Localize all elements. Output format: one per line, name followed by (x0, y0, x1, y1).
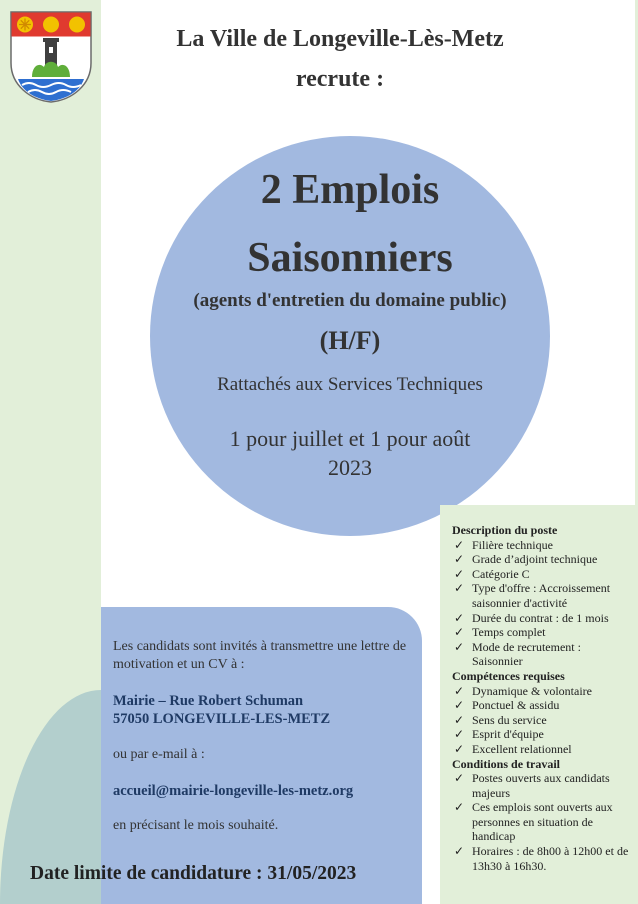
conditions-list (452, 771, 629, 873)
list-item: ✓ Grade d’adjoint technique (454, 552, 598, 567)
list-item: ✓ Durée du contrat : de 1 mois (454, 610, 609, 625)
application-intro: Les candidats sont invités à transmettre une lettre de motivation et un CV à : (113, 639, 407, 672)
check-icon: ✓ (454, 741, 465, 756)
check-icon: ✓ (454, 566, 465, 581)
job-details-panel (440, 505, 635, 904)
check-icon: ✓ (454, 712, 465, 727)
job-subtitle: (agents d'entretien du domaine public) (193, 290, 507, 311)
check-icon: ✓ (454, 581, 465, 596)
list-item: ✓ Filière technique (454, 537, 553, 552)
mailing-address (113, 692, 413, 728)
check-icon: ✓ (454, 625, 465, 640)
list-item: ✓ Ponctuel & assidu (454, 698, 560, 713)
job-period (150, 424, 550, 482)
job-period-line2: 2023 (328, 455, 372, 480)
job-period-line1: 1 pour juillet et 1 pour août (229, 426, 471, 451)
description-list (452, 538, 629, 669)
list-item: ✓ Catégorie C (454, 566, 530, 581)
list-item: ✓ Sens du service (454, 712, 547, 727)
email-intro: ou par e-mail à : (113, 747, 205, 762)
list-item: ✓ Type d'offre : Accroissement saisonnier d'activité (454, 581, 611, 610)
skills-list (452, 684, 629, 757)
section-title-description: Description du poste (452, 523, 558, 537)
check-icon: ✓ (454, 698, 465, 713)
address-line2: 57050 LONGEVILLE-LES-METZ (113, 711, 331, 727)
list-item: ✓ Horaires : de 8h00 à 12h00 et de 13h30 à 16h30. (454, 844, 629, 873)
list-item: ✓ Esprit d'équipe (454, 727, 544, 742)
application-deadline: Date limite de candidature : 31/05/2023 (30, 863, 357, 884)
application-closing: en précisant le mois souhaité. (113, 818, 279, 833)
job-title-line2: Saisonniers (247, 235, 453, 281)
job-title-line1: 2 Emplois (260, 167, 440, 213)
check-icon: ✓ (454, 552, 465, 567)
city-crest-icon (10, 11, 92, 103)
header-title-line2: recrute : (295, 66, 385, 92)
job-gender: (H/F) (319, 326, 381, 355)
check-icon: ✓ (454, 537, 465, 552)
address-line1: Mairie – Rue Robert Schuman (113, 693, 304, 709)
list-item: ✓ Postes ouverts aux candidats majeurs (454, 771, 610, 800)
section-title-skills: Compétences requises (452, 668, 565, 683)
section-title-conditions: Conditions de travail (452, 756, 561, 771)
list-item: ✓ Ces emplois sont ouverts aux personnes en situation de handicap (454, 800, 613, 844)
list-item: ✓ Dynamique & volontaire (454, 683, 592, 698)
check-icon: ✓ (454, 844, 465, 859)
check-icon: ✓ (454, 800, 465, 815)
job-service: Rattachés aux Services Techniques (217, 374, 483, 395)
check-icon: ✓ (454, 727, 465, 742)
check-icon: ✓ (454, 639, 465, 654)
contact-email: accueil@mairie-longeville-les-metz.org (113, 783, 354, 799)
check-icon: ✓ (454, 610, 465, 625)
list-item: ✓ Mode de recrutement : Saisonnier (454, 639, 581, 669)
check-icon: ✓ (454, 683, 465, 698)
list-item: ✓ Excellent relationnel (454, 741, 572, 756)
header-title-line1: La Ville de Longeville-Lès-Metz (176, 26, 504, 52)
list-item: ✓ Temps complet (454, 625, 546, 640)
check-icon: ✓ (454, 771, 465, 786)
